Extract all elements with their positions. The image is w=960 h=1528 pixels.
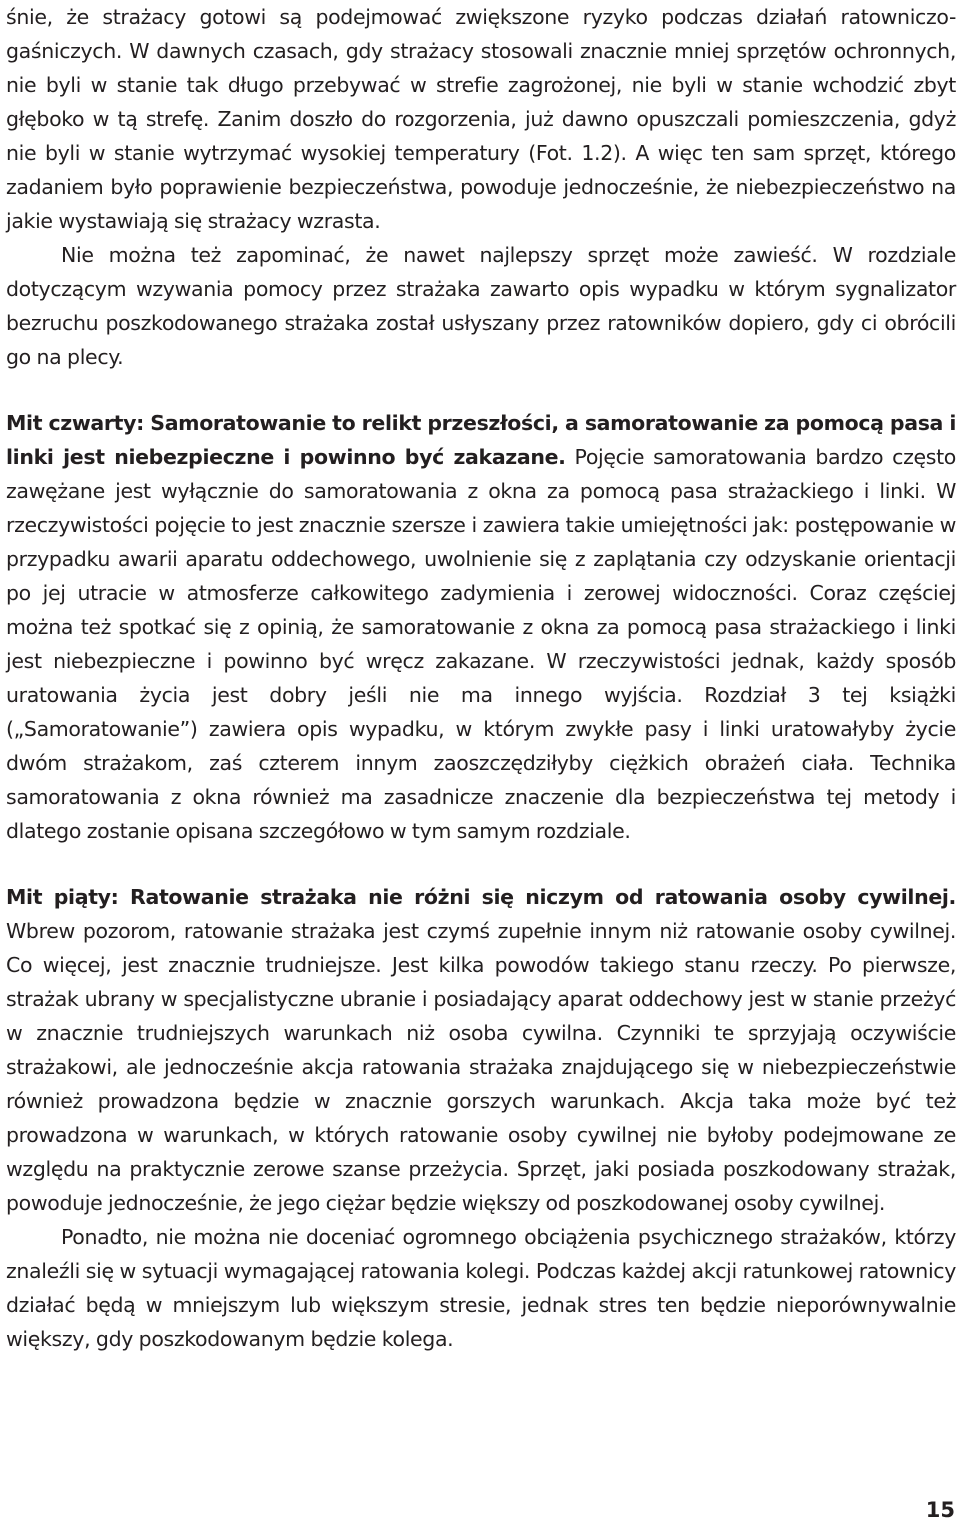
body-paragraph	[6, 0, 956, 238]
body-paragraph	[6, 1220, 956, 1356]
paragraph-text: śnie, że strażacy gotowi są podejmować zwiększone ryzyko podczas działań ratowniczo-gaśniczych. W dawnych czasach, gdy strażacy stosowali znacznie mniej sprzętów ochronnych, nie byli w stanie tak długo przebywać w strefie zagrożonej, nie byli w stanie wchodzić zbyt głęboko w tą strefę. Zanim doszło do rozgorzenia, już dawno opuszczali pomieszczenia, gdyż nie byli w stanie wytrzymać wysokiej temperatury (Fot. 1.2). A więc ten sam sprzęt, którego zadaniem było poprawienie bezpieczeństwa, powoduje jednocześnie, że niebezpieczeństwo na jakie wystawiają się strażacy wzrasta.	[6, 5, 956, 233]
paragraph-text: Wbrew pozorom, ratowanie strażaka jest czymś zupełnie innym niż ratowanie osoby cywilnej. Co więcej, jest znacznie trudniejsze. Jest kilka powodów takiego stanu rzeczy. Po pierwsze, strażak ubrany w specjalistyczne ubranie i posiadający aparat oddechowy jest w stanie przeżyć w znacznie trudniejszych warunkach niż osoba cywilna. Czynniki te sprzyjają oczywiście strażakowi, ale jednocześnie akcja ratowania strażaka znajdującego się w niebezpieczeństwie również prowadzona będzie w znacznie gorszych warunkach. Akcja taka może być też prowadzona w warunkach, w których ratowanie osoby cywilnej nie byłoby podejmowane ze względu na praktycznie zerowe szanse przeżycia. Sprzęt, jaki posiada poszkodowany strażak, powoduje jednocześnie, że jego ciężar będzie większy od poszkodowanej osoby cywilnej.	[6, 919, 956, 1215]
myth-four-paragraph	[6, 406, 956, 848]
body-paragraph	[6, 238, 956, 374]
paragraph-text: Pojęcie samoratowania bardzo często zawężane jest wyłącznie do samoratowania z okna za pomocą pasa strażackiego i linki. W rzeczywistości pojęcie to jest znacznie szersze i zawiera takie umiejętności jak: postępowanie w przypadku awarii aparatu oddechowego, uwolnienie się z zaplątania czy odzyskanie orientacji po jej utracie w atmosferze całkowitego zadymienia i zerowej widoczności. Coraz częściej można też spotkać się z opinią, że samoratowanie z okna za pomocą pasa strażackiego i linki jest niebezpieczne i powinno być wręcz zakazane. W rzeczywistości jednak, każdy sposób uratowania życia jest dobry jeśli nie ma innego wyjścia. Rozdział 3 tej książki („Samoratowanie”) zawiera opis wypadku, w którym zwykłe pasy i linki uratowałyby życie dwóm strażakom, zaś czterem innym zaoszczędziłyby ciężkich obrażeń ciała. Technika samoratowania z okna również ma zasadnicze znaczenie dla bezpieczeństwa tej metody i dlatego zostanie opisana szczegółowo w tym samym rozdziale.	[6, 445, 956, 843]
myth-five-paragraph	[6, 880, 956, 1220]
myth-five-heading: Mit piąty: Ratowanie strażaka nie różni się niczym od ratowania osoby cywilnej.	[6, 885, 956, 909]
paragraph-text: Ponadto, nie można nie doceniać ogromnego obciążenia psychicznego strażaków, którzy znaleźli się w sytuacji wymagającej ratowania kolegi. Podczas każdej akcji ratunkowej ratownicy działać będą w mniejszym lub większym stresie, jednak stres ten będzie nieporównywalnie większy, gdy poszkodowanym będzie kolega.	[6, 1225, 956, 1351]
paragraph-text: Nie można też zapominać, że nawet najlepszy sprzęt może zawieść. W rozdziale dotyczącym wzywania pomocy przez strażaka zawarto opis wypadku w którym sygnalizator bezruchu poszkodowanego strażaka został usłyszany przez ratowników dopiero, gdy ci obrócili go na plecy.	[6, 243, 956, 369]
myth-four-heading: Mit czwarty: Samoratowanie to relikt przeszłości, a samoratowanie za pomocą pasa i linki jest niebezpieczne i powinno być zakazane.	[6, 411, 956, 469]
document-page	[6, 0, 956, 1356]
page-number: 15	[925, 1498, 955, 1522]
